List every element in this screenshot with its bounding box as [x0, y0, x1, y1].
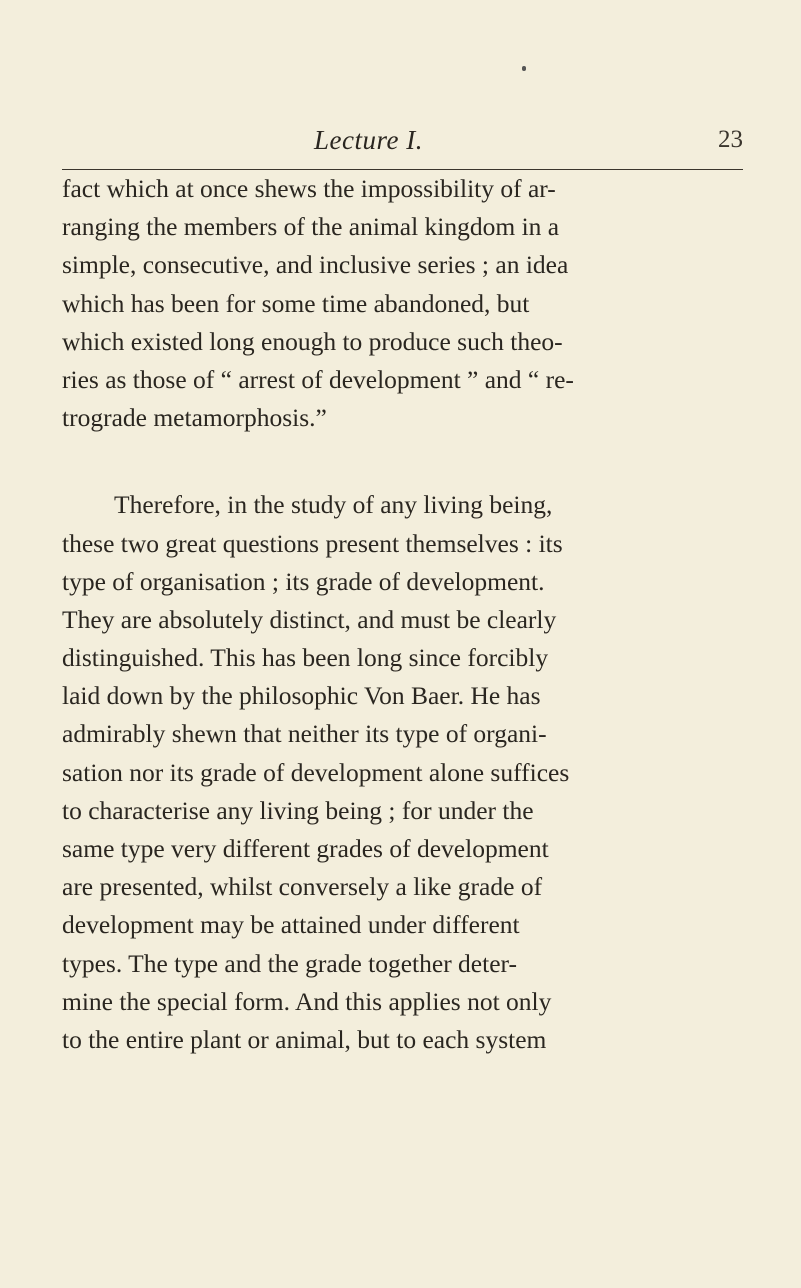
- text-line: admirably shewn that neither its type of organi-: [62, 719, 547, 749]
- text-line: mine the special form. And this applies not only: [62, 986, 552, 1016]
- text-line: ries as those of “ arrest of development ” and “ re-: [62, 364, 574, 394]
- paragraph-gap: [62, 437, 752, 486]
- text-line: which has been for some time abandoned, but: [62, 288, 530, 318]
- text-line: simple, consecutive, and inclusive series ; an idea: [62, 250, 569, 280]
- text-line: development may be attained under different: [62, 910, 520, 940]
- text-line: trograde metamorphosis.”: [62, 403, 327, 433]
- text-line: distinguished. This has been long since forcibly: [62, 643, 549, 673]
- text-line: same type very different grades of development: [62, 834, 549, 863]
- paragraph-1: [62, 170, 752, 437]
- body-text: [62, 170, 752, 1059]
- text-line: laid down by the philosophic Von Baer. He has: [62, 681, 541, 711]
- text-line: fact which at once shews the impossibility of ar-: [62, 174, 556, 203]
- page-number: 23: [718, 126, 743, 153]
- text-line: types. The type and the grade together deter-: [62, 948, 518, 978]
- text-line: to the entire plant or animal, but to each system: [62, 1024, 547, 1054]
- running-header: [62, 122, 743, 158]
- text-line: They are absolutely distinct, and must be clearly: [62, 604, 557, 634]
- header-title: Lecture I.: [314, 125, 423, 155]
- text-line: are presented, whilst conversely a like grade of: [62, 872, 543, 902]
- text-line: these two great questions present themselves : its: [62, 528, 563, 558]
- text-line: which existed long enough to produce such theo-: [62, 326, 563, 356]
- ink-mark: [522, 66, 526, 71]
- text-line: ranging the members of the animal kingdom in a: [62, 212, 560, 242]
- paragraph-2: [62, 486, 752, 1059]
- text-line: Therefore, in the study of any living being,: [114, 490, 553, 520]
- text-line: type of organisation ; its grade of development.: [62, 566, 545, 596]
- text-line: to characterise any living being ; for under the: [62, 795, 534, 825]
- text-line: sation nor its grade of development alone suffices: [62, 757, 570, 787]
